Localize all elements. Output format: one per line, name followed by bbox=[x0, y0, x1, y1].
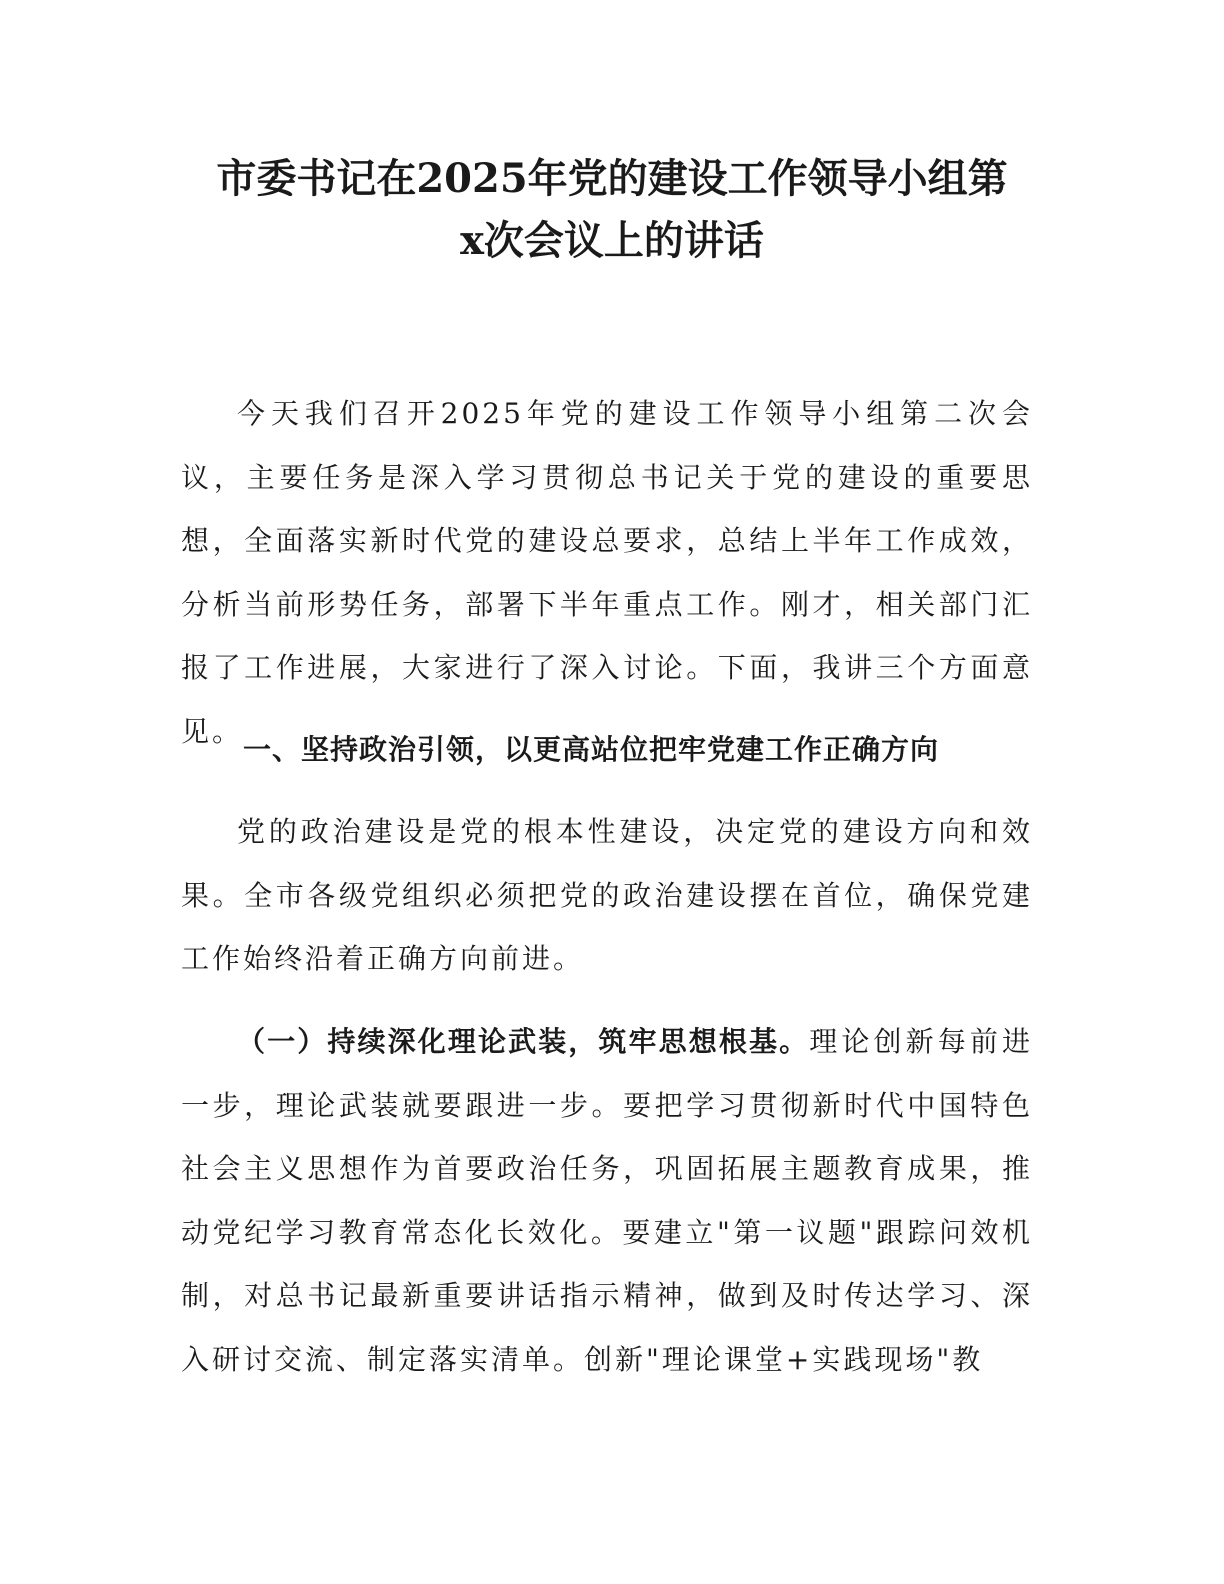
document-title-line-1: 市委书记在2025年党的建设工作领导小组第 bbox=[216, 155, 1008, 202]
subsection-1-paragraph bbox=[181, 1010, 1033, 1391]
section-1-heading: 一、坚持政治引领，以更高站位把牢党建工作正确方向 bbox=[243, 733, 940, 766]
section-1-paragraph: 党的政治建设是党的根本性建设，决定党的建设方向和效果。全市各级党组织必须把党的政治建设摆在首位，确保党建工作始终沿着正确方向前进。 bbox=[181, 815, 1033, 975]
document-title-line-2: x次会议上的讲话 bbox=[460, 217, 764, 264]
subsection-1-body: 理论创新每前进一步，理论武装就要跟进一步。要把学习贯彻新时代中国特色社会主义思想作为首要政治任务，巩固拓展主题教育成果，推动党纪学习教育常态化长效化。要建立"第一议题"跟踪问效机制，对总书记最新重要讲话指示精神，做到及时传达学习、深入研讨交流、制定落实清单。创新"理论课堂+实践现场"教 bbox=[181, 1025, 1033, 1376]
subsection-1-lead: （一）持续深化理论武装，筑牢思想根基。 bbox=[237, 1025, 810, 1058]
intro-paragraph: 今天我们召开2025年党的建设工作领导小组第二次会议，主要任务是深入学习贯彻总书记关于党的建设的重要思想，全面落实新时代党的建设总要求，总结上半年工作成效，分析当前形势任务，部署下半年重点工作。刚才，相关部门汇报了工作进展，大家进行了深入讨论。下面，我讲三个方面意见。 bbox=[181, 397, 1033, 748]
